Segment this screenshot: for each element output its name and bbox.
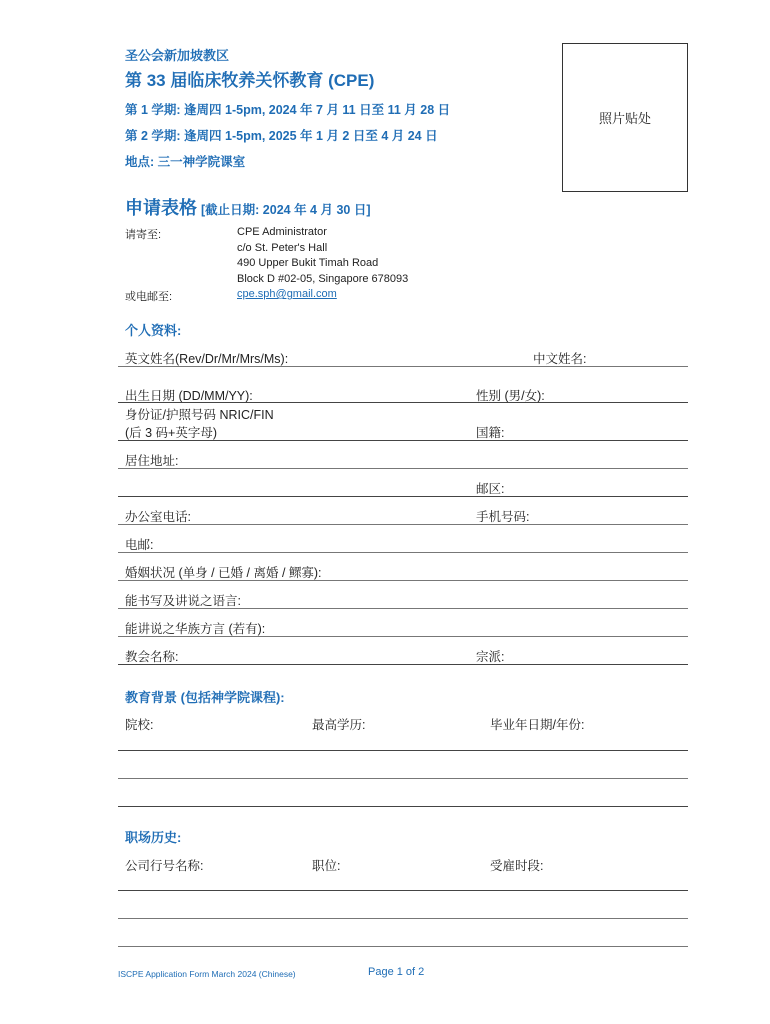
email-label: 电邮: xyxy=(125,538,154,552)
dob-label: 出生日期 (DD/MM/YY): xyxy=(125,389,253,403)
languages-label: 能书写及讲说之语言: xyxy=(125,594,241,608)
id-number-hint: (后 3 码+英字母) xyxy=(125,426,218,440)
graduation-year-label: 毕业年日期/年份: xyxy=(490,718,585,732)
mobile-label: 手机号码: xyxy=(476,510,530,524)
postal-code-label: 邮区: xyxy=(476,482,505,496)
address-line: c/o St. Peter's Hall xyxy=(237,241,328,254)
english-name-label: 英文姓名(Rev/Dr/Mr/Mrs/Ms): xyxy=(125,352,289,366)
education-section-heading: 教育背景 (包括神学院课程): xyxy=(125,690,285,705)
dob-field[interactable] xyxy=(118,402,688,403)
school-label: 院校: xyxy=(125,718,154,732)
id-number-label: 身份证/护照号码 NRIC/FIN xyxy=(125,408,274,422)
company-label: 公司行号名称: xyxy=(125,859,204,873)
term-1-schedule: 第 1 学期: 逢周四 1-5pm, 2024 年 7 月 11 日至 11 月 28 日 xyxy=(125,103,451,117)
send-to-label: 请寄至: xyxy=(125,229,162,241)
deadline: [截止日期: 2024 年 4 月 30 日] xyxy=(201,203,371,217)
qualification-label: 最高学历: xyxy=(312,718,366,732)
home-address-label: 居住地址: xyxy=(125,454,179,468)
email-to-label: 或电邮至: xyxy=(125,291,173,303)
term-2-schedule: 第 2 学期: 逢周四 1-5pm, 2025 年 1 月 2 日至 4 月 24 日 xyxy=(125,129,438,143)
gender-label: 性别 (男/女): xyxy=(476,389,545,403)
dialects-label: 能讲说之华族方言 (若有): xyxy=(125,622,266,636)
address-line: CPE Administrator xyxy=(237,226,327,238)
form-identifier: ISCPE Application Form March 2024 (Chinese) xyxy=(118,969,296,979)
denomination-label: 宗派: xyxy=(476,650,505,664)
employment-row-2[interactable] xyxy=(118,918,688,919)
application-title xyxy=(125,194,371,220)
course-title: 第 33 届临床牧养关怀教育 (CPE) xyxy=(125,71,375,90)
nationality-label: 国籍: xyxy=(476,426,505,440)
organization-name: 圣公会新加坡教区 xyxy=(125,48,230,63)
photo-label: 照片贴处 xyxy=(598,111,651,126)
office-phone-label: 办公室电话: xyxy=(125,510,191,524)
marital-status-label: 婚姻状况 (单身 / 已婚 / 离婚 / 鳏寡): xyxy=(125,566,322,580)
employment-section-heading: 职场历史: xyxy=(125,830,182,845)
mailing-address xyxy=(237,225,408,287)
personal-section-heading: 个人资料: xyxy=(125,323,182,338)
address-line: 490 Upper Bukit Timah Road xyxy=(237,257,379,269)
postal-code-field[interactable] xyxy=(118,496,688,497)
employment-row-3[interactable] xyxy=(118,946,688,947)
phone-field[interactable] xyxy=(118,524,688,525)
church-field[interactable] xyxy=(118,664,688,665)
languages-field[interactable] xyxy=(118,608,688,609)
position-label: 职位: xyxy=(312,859,341,873)
dialects-field[interactable] xyxy=(118,636,688,637)
education-row-3[interactable] xyxy=(118,806,688,807)
education-row-2[interactable] xyxy=(118,778,688,779)
marital-status-field[interactable] xyxy=(118,580,688,581)
english-name-field[interactable] xyxy=(118,366,688,367)
email-field[interactable] xyxy=(118,552,688,553)
employment-row-1[interactable] xyxy=(118,890,688,891)
church-label: 教会名称: xyxy=(125,650,179,664)
venue: 地点: 三一神学院课室 xyxy=(125,155,246,169)
id-number-field[interactable] xyxy=(118,440,688,441)
contact-email-link[interactable]: cpe.sph@gmail.com xyxy=(237,288,337,300)
photo-box xyxy=(562,43,688,192)
chinese-name-label: 中文姓名: xyxy=(533,352,587,366)
education-row-1[interactable] xyxy=(118,750,688,751)
employment-period-label: 受雇时段: xyxy=(490,859,544,873)
address-line: Block D #02-05, Singapore 678093 xyxy=(237,272,409,285)
page-number: Page 1 of 2 xyxy=(368,966,425,978)
form-title: 申请表格 xyxy=(125,198,197,218)
home-address-field[interactable] xyxy=(118,468,688,469)
